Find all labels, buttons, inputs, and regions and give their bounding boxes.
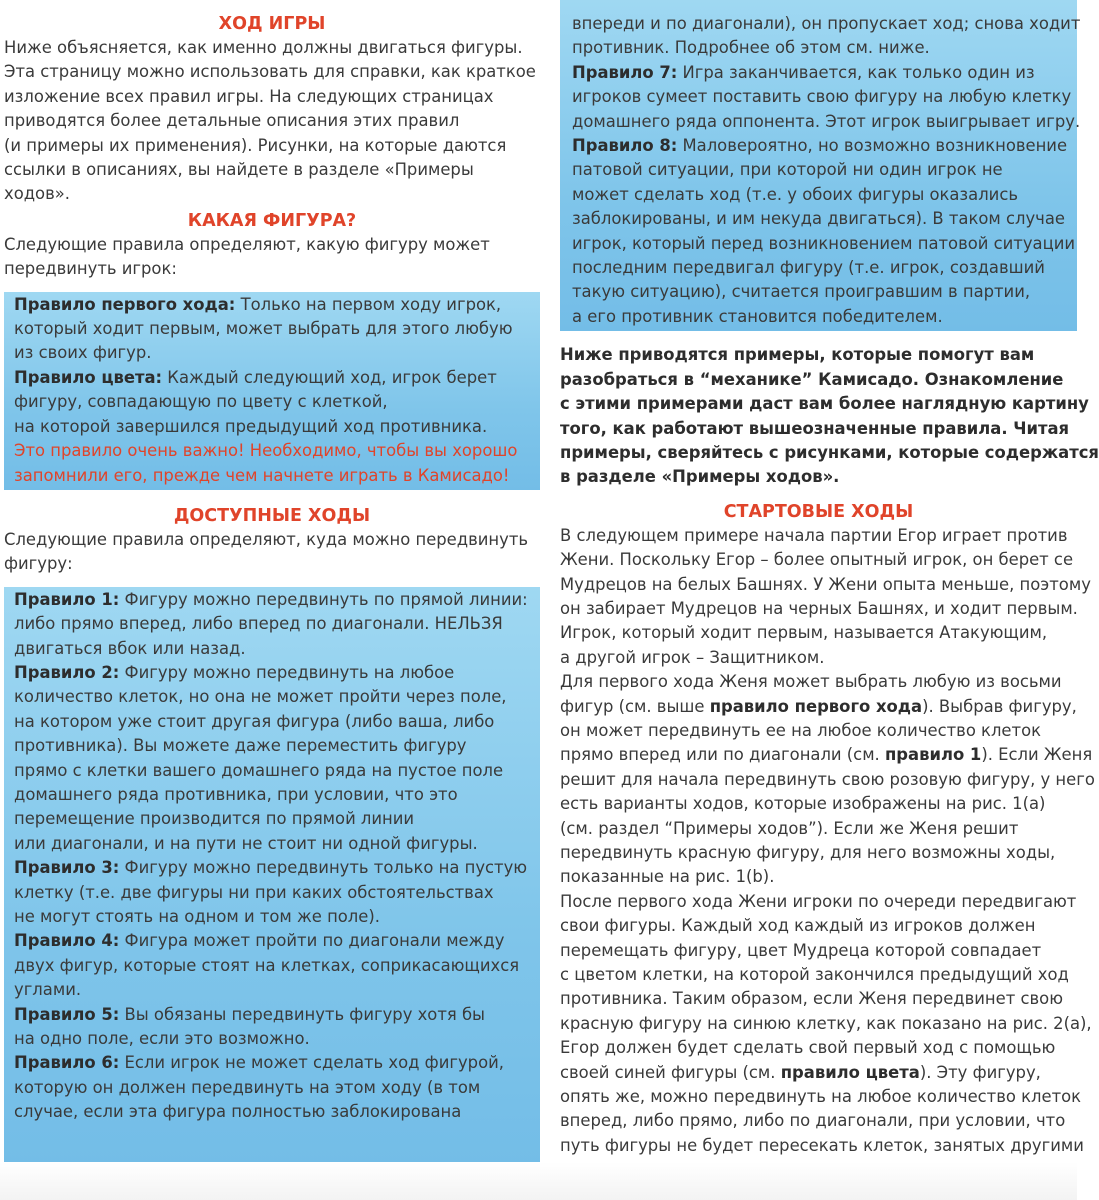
which-piece-intro: Следующие правила определяют, какую фигуру может передвинуть игрок:	[4, 234, 490, 279]
rule-1: Правило 1: Фигуру можно передвинуть по прямой линии: либо прямо вперед, либо вперед по диагонали. НЕЛЬЗЯ двигаться вбок или назад.	[14, 589, 528, 658]
intro-paragraph: Ниже объясняется, как именно должны двигаться фигуры. Эта страницу можно использовать для справки, как краткое изложение всех правил игры. На следующих страницах приводятся более детальные описания этих правил (и примеры их применения). Рисунки, на которые даются ссылки в описаниях, вы найдете в разделе «Примеры ходов».	[4, 38, 536, 204]
left-column	[4, 0, 540, 1165]
available-moves-rules-box	[4, 587, 540, 1165]
rule-8: Правило 8: Маловероятно, но возможно возникновение патовой ситуации, при которой ни один игрок не может сделать ход (т.е. у обоих фигуры оказались заблокированы, и им некуда двигаться). В таком случае игрок, который перед возникновением патовой ситуации последним передвигал фигуру (т.е. игрок, создавший такую ситуацию), считается проигравшим в партии, а его противник становится победителем.	[572, 136, 1076, 326]
page-bottom-edge	[0, 1162, 1077, 1200]
heading-starting-moves: СТАРТОВЫЕ ХОДЫ	[723, 501, 914, 522]
starting-moves-paragraph-2: Для первого хода Женя может выбрать любую из восьми фигур (см. выше правило первого хода). Выбрав фигуру, он может передвинуть ее на любое количество клеток прямо вперед или по диагонали (см. правило 1). Если Женя решит для начала передвинуть свою розовую фигуру, у него есть варианты ходов, которые изображены на рис. 1(a) (см. раздел “Примеры ходов”). Если же Женя решит передвинуть красную фигуру, для него возможны ходы, показанные на рис. 1(b).	[560, 672, 1095, 887]
rule-first-move: Правило первого хода: Только на первом ходу игрок, который ходит первым, может выбрать для этого любую из своих фигур.	[14, 294, 513, 363]
which-piece-rules-box	[4, 292, 540, 490]
rule-6-continued: впереди и по диагонали), он пропускает ход; снова ходит противник. Подробнее об этом см. ниже.	[572, 14, 1081, 58]
starting-moves-paragraph-1: В следующем примере начала партии Егор играет против Жени. Поскольку Егор – более опытный игрок, он берет се Мудрецов на белых Башнях. У Жени опыта меньше, поэтому он забирает Мудрецов на черных Башнях, и ходит первым. Игрок, который ходит первым, называется Атакующим, а другой игрок – Защитником.	[560, 525, 1091, 667]
rules-continued-box	[560, 0, 1081, 331]
heading-available-moves: ДОСТУПНЫЕ ХОДЫ	[173, 505, 371, 526]
heading-game-flow: ХОД ИГРЫ	[218, 14, 326, 34]
examples-intro-paragraph: Ниже приводятся примеры, которые помогут вам разобраться в “механике” Камисадо. Ознакомление с этими примерами даст вам более наглядную картину того, как работают вышеозначенные правила. Читая примеры, сверяйтесь с рисунками, которые содержатся в разделе «Примеры ходов».	[560, 345, 1099, 487]
rule-4: Правило 4: Фигура может пройти по диагонали между двух фигур, которые стоят на клетках, соприкасающихся углами.	[14, 931, 520, 1000]
rule-5: Правило 5: Вы обязаны передвинуть фигуру хотя бы на одно поле, если это возможно.	[14, 1004, 485, 1049]
heading-which-piece: КАКАЯ ФИГУРА?	[187, 210, 357, 231]
rule-2: Правило 2: Фигуру можно передвинуть на любое количество клеток, но она не может пройти через поле, на котором уже стоит другая фигура (либо ваша, либо противника). Вы можете даже переместить фигуру прямо с клетки вашего домашнего ряда на пустое поле домашнего ряда противника, при условии, что это перемещение производится по прямой линии или диагонали, и на пути не стоит ни одной фигуры.	[14, 662, 507, 853]
rule-color: Правило цвета: Каждый следующий ход, игрок берет фигуру, совпадающую по цвету с клеткой, на которой завершился предыдущий ход противника.	[14, 367, 497, 436]
rule-3: Правило 3: Фигуру можно передвинуть только на пустую клетку (т.е. две фигуры ни при каких обстоятельствах не могут стоять на одном и том же поле).	[14, 858, 528, 926]
rule-7: Правило 7: Игра заканчивается, как только один из игроков сумеет поставить свою фигуру на любую клетку домашнего ряда оппонента. Этот игрок выигрывает игру.	[572, 62, 1081, 131]
available-moves-intro: Следующие правила определяют, куда можно передвинуть фигуру:	[4, 529, 529, 574]
color-rule-warning: Это правило очень важно! Необходимо, чтобы вы хорошо запомнили его, прежде чем начнете играть в Камисадо!	[14, 441, 518, 485]
starting-moves-paragraph-3: После первого хода Жени игроки по очереди передвигают свои фигуры. Каждый ход каждый из игроков должен перемещать фигуру, цвет Мудреца которой совпадает с цветом клетки, на которой закончился предыдущий ход противника. Таким образом, если Женя передвинет свою красную фигуру на синюю клетку, как показано на рис. 2(a), Егор должен будет сделать свой первый ход с помощью своей синей фигуры (см. правило цвета). Эту фигуру, опять же, можно передвинуть на любое количество клеток вперед, либо прямо, либо по диагонали, при условии, что путь фигуры не будет пересекать клеток, занятых другими	[560, 891, 1092, 1155]
right-column	[560, 0, 1099, 1158]
rule-6: Правило 6: Если игрок не может сделать ход фигурой, которую он должен передвинуть на этом ходу (в том случае, если эта фигура полностью заблокирована	[14, 1053, 504, 1122]
